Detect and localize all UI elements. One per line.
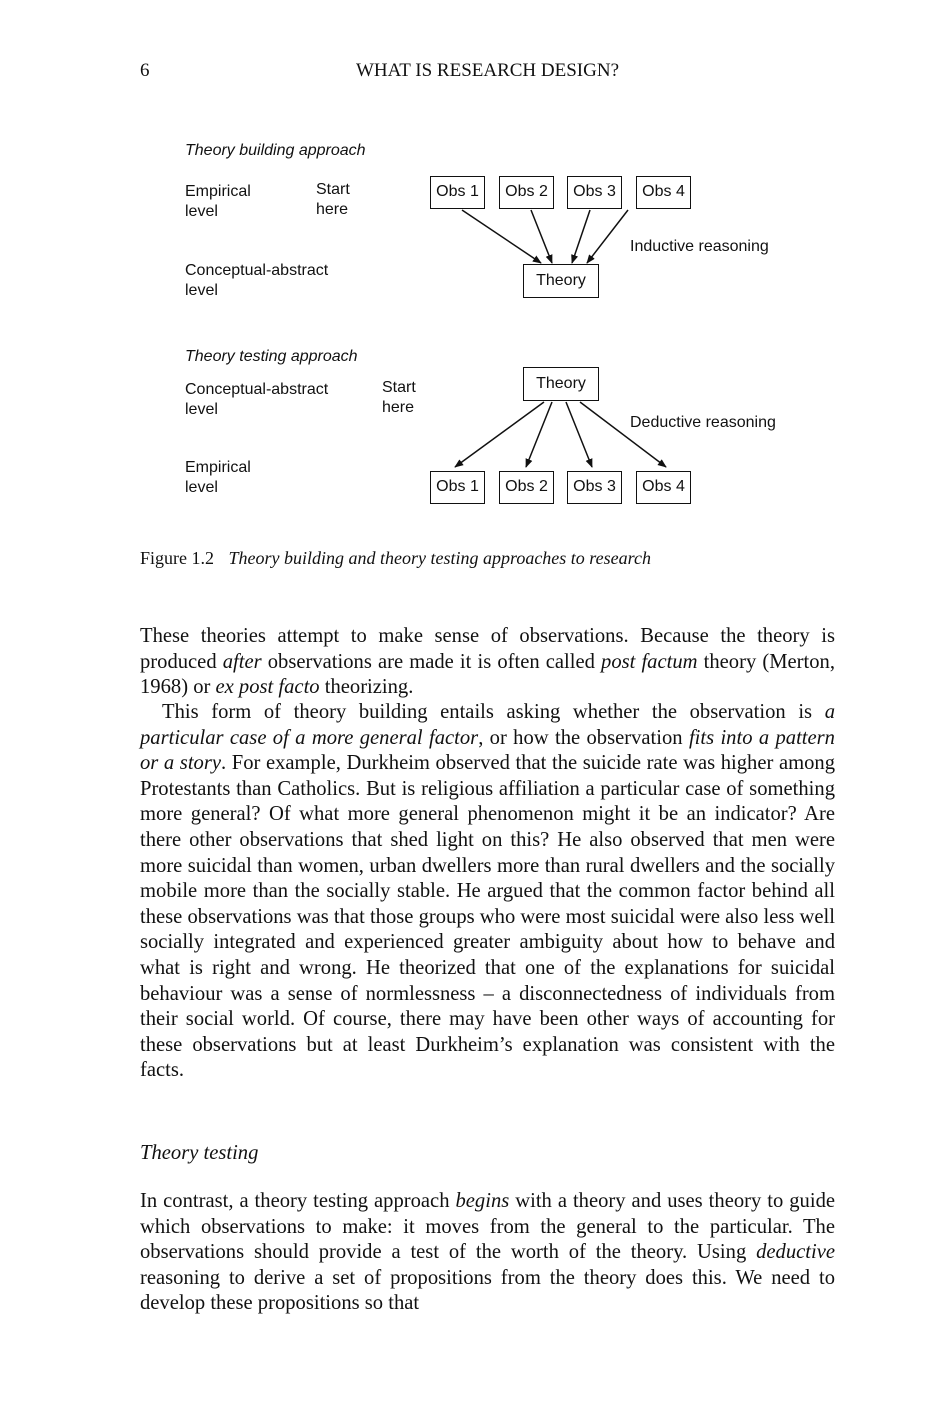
testing-start-here-label: Start here xyxy=(382,379,416,416)
building-conceptual-level-label: Conceptual-abstract level xyxy=(185,262,329,299)
emphasis: a particular case of a more general factor xyxy=(140,701,835,749)
emphasis: begins xyxy=(455,1190,510,1212)
paragraph-2: This form of theory building entails asking whether the observation is a particular case of a more general factor, or how the observation fits into a pattern or a story. For example, Durkheim observed that the suicide rate was higher among Protestants than Catholics. But is religious affiliation a particular case of something more general? Of what more general phenomenon might it be an indicator? Are there other observations that shed light on this? He also observed that men were more suicidal than women, urban dwellers more than rural dwellers and the socially mobile more than the socially stable. He argued that the common factor behind all these observations was that those groups who were most suicidal were also less well socially integrated and experienced greater ambiguity about how to behave and what is right and wrong. He theorized that one of the explanations for suicidal behaviour was a sense of normlessness – a disconnectedness of individuals from their social world. Of course, there may have been other ways of accounting for these observations but at least Durkheim’s explanation was consistent with the facts. xyxy=(140,701,835,1082)
emphasis: post factum xyxy=(601,650,698,673)
emphasis: deductive xyxy=(756,1241,835,1264)
figure-title: Theory building and theory testing approaches to research xyxy=(228,548,651,568)
testing-empirical-level-label: Empirical level xyxy=(185,459,251,496)
emphasis: ex post facto xyxy=(215,676,320,699)
building-title: Theory building approach xyxy=(185,142,366,159)
building-obs-box: Obs 4 xyxy=(636,176,691,209)
building-theory-box: Theory xyxy=(523,264,599,298)
figure-caption xyxy=(140,548,651,569)
testing-obs-box: Obs 4 xyxy=(636,471,691,504)
building-obs-box: Obs 2 xyxy=(499,176,554,209)
testing-obs-box: Obs 3 xyxy=(567,471,622,504)
testing-conceptual-level-label: Conceptual-abstract level xyxy=(185,381,329,418)
inductive-arrow-1 xyxy=(462,210,541,263)
inductive-arrow-3 xyxy=(572,210,590,263)
paragraph-3: In contrast, a theory testing approach begins with a theory and uses theory to guide which observations to make: it moves from the general to the particular. The observations should provide a test of the worth of the theory. Using deductive reasoning to derive a set of propositions from the theory does this. We need to develop these propositions so that xyxy=(140,1190,836,1315)
building-obs-box: Obs 1 xyxy=(430,176,485,209)
building-empirical-level-label: Empirical level xyxy=(185,183,251,220)
testing-title: Theory testing approach xyxy=(185,348,358,365)
inductive-reasoning-label: Inductive reasoning xyxy=(630,238,769,255)
building-obs-box: Obs 3 xyxy=(567,176,622,209)
section-heading-theory-testing: Theory testing xyxy=(140,1142,259,1164)
testing-obs-box: Obs 1 xyxy=(430,471,485,504)
deductive-arrow-3 xyxy=(566,402,592,467)
emphasis: fits into a pattern or a story xyxy=(140,726,835,775)
emphasis: after xyxy=(222,650,262,673)
deductive-reasoning-label: Deductive reasoning xyxy=(630,414,776,431)
inductive-arrow-2 xyxy=(531,210,552,263)
testing-theory-box: Theory xyxy=(523,367,599,401)
page-number: 6 xyxy=(140,60,150,81)
figure-1-2 xyxy=(0,130,950,530)
testing-obs-box: Obs 2 xyxy=(499,471,554,504)
running-head xyxy=(0,60,950,84)
paragraph-1: These theories attempt to make sense of observations. Because the theory is produced after observations are made it is often called post factum theory (Merton, 1968) or ex post facto theorizing. xyxy=(140,625,835,699)
deductive-arrow-4 xyxy=(580,402,666,467)
inductive-arrow-4 xyxy=(587,210,628,263)
figure-number: Figure 1.2 xyxy=(140,548,214,568)
building-start-here-label: Start here xyxy=(316,181,350,218)
running-title: WHAT IS RESEARCH DESIGN? xyxy=(355,60,619,81)
